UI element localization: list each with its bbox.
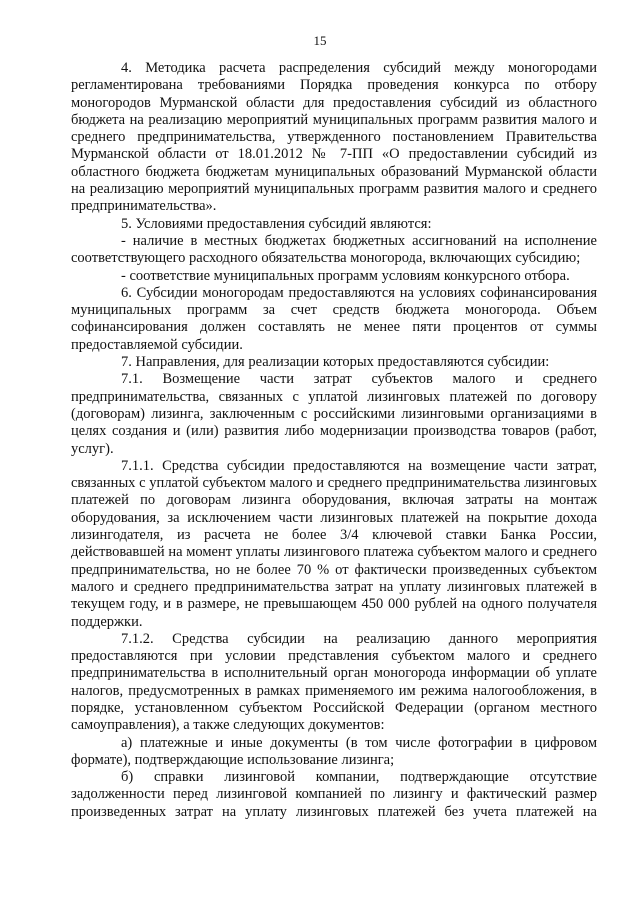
paragraph-5: 5. Условиями предоставления субсидий являются: bbox=[121, 215, 432, 232]
paragraph-7: 7. Направления, для реализации которых предоставляются субсидии: bbox=[121, 354, 550, 371]
paragraph-5-item-2: - соответствие муниципальных программ условиям конкурсного отбора. bbox=[121, 267, 570, 284]
paragraph-7-1-1: 7.1.1. Средства субсидии предоставляются на возмещение части затрат, связанных с уплатой субъектом малого и среднего предпринимательства лизинговых платежей по договорам лизинга оборудования, включая затраты на монтаж оборудования, за исключением части лизинговых платежей на покрытие дохода лизингодателя, из расчета не более 3/4 ключевой ставки Банка России, действовавшей на момент уплаты лизингового платежа субъектом малого и среднего предпринимательства, но не более 70 % от фактически произведенных субъектом малого и среднего предпринимательства затрат на уплату лизинговых платежей в текущем году, и в размере, не превышающем 450 000 рублей на одного получателя поддержки. bbox=[71, 457, 597, 630]
paragraph-7-1-2-a: а) платежные и иные документы (в том числе фотографии в цифровом формате), подтверждающие использование лизинга; bbox=[71, 734, 597, 768]
paragraph-6: 6. Субсидии моногородам предоставляются на условиях софинансирования муниципальных программ за счет средств бюджета моногорода. Объем софинансирования должен составлять не менее пяти процентов от суммы предоставляемой субсидии. bbox=[71, 284, 597, 353]
paragraph-4: 4. Методика расчета распределения субсидий между моногородами регламентирована требованиями Порядка проведения конкурса по отбору моногородов Мурманской области для предоставления субсидий из областного бюджета на реализацию мероприятий муниципальных программ развития малого и среднего предпринимательства, утвержденного постановлением Правительства Мурманской области от 18.01.2012 № 7-ПП «О предоставлении субсидий из областного бюджета бюджетам муниципальных образований Мурманской области на реализацию мероприятий муниципальных программ развития малого и среднего предпринимательства». bbox=[71, 60, 597, 215]
paragraph-7-1: 7.1. Возмещение части затрат субъектов малого и среднего предпринимательства, связанных с уплатой лизинговых платежей по договору (договорам) лизинга, заключенным с российскими лизинговыми организациями в целях создания и (или) развития либо модернизации производства товаров (работ, услуг). bbox=[71, 371, 597, 457]
paragraph-7-1-2: 7.1.2. Средства субсидии на реализацию данного мероприятия предоставляются при условии представления субъектом малого и среднего предпринимательства в исполнительный орган моногорода информации об уплате налогов, предусмотренных в рамках применяемого им режима налогообложения, в порядке, установленном субъектом Российской Федерации (органом местного самоуправления), а также следующих документов: bbox=[71, 630, 597, 734]
document-body bbox=[71, 60, 597, 821]
paragraph-5-item-1: - наличие в местных бюджетах бюджетных ассигнований на исполнение соответствующего расходного обязательства моногорода, включающих субсидию; bbox=[71, 232, 597, 267]
page-number: 15 bbox=[313, 33, 327, 48]
paragraph-7-1-2-b: б) справки лизинговой компании, подтверждающие отсутствие задолженности перед лизинговой компанией по лизингу и фактический размер произведенных затрат на уплату лизинговых платежей без учета платежей на bbox=[71, 769, 597, 820]
